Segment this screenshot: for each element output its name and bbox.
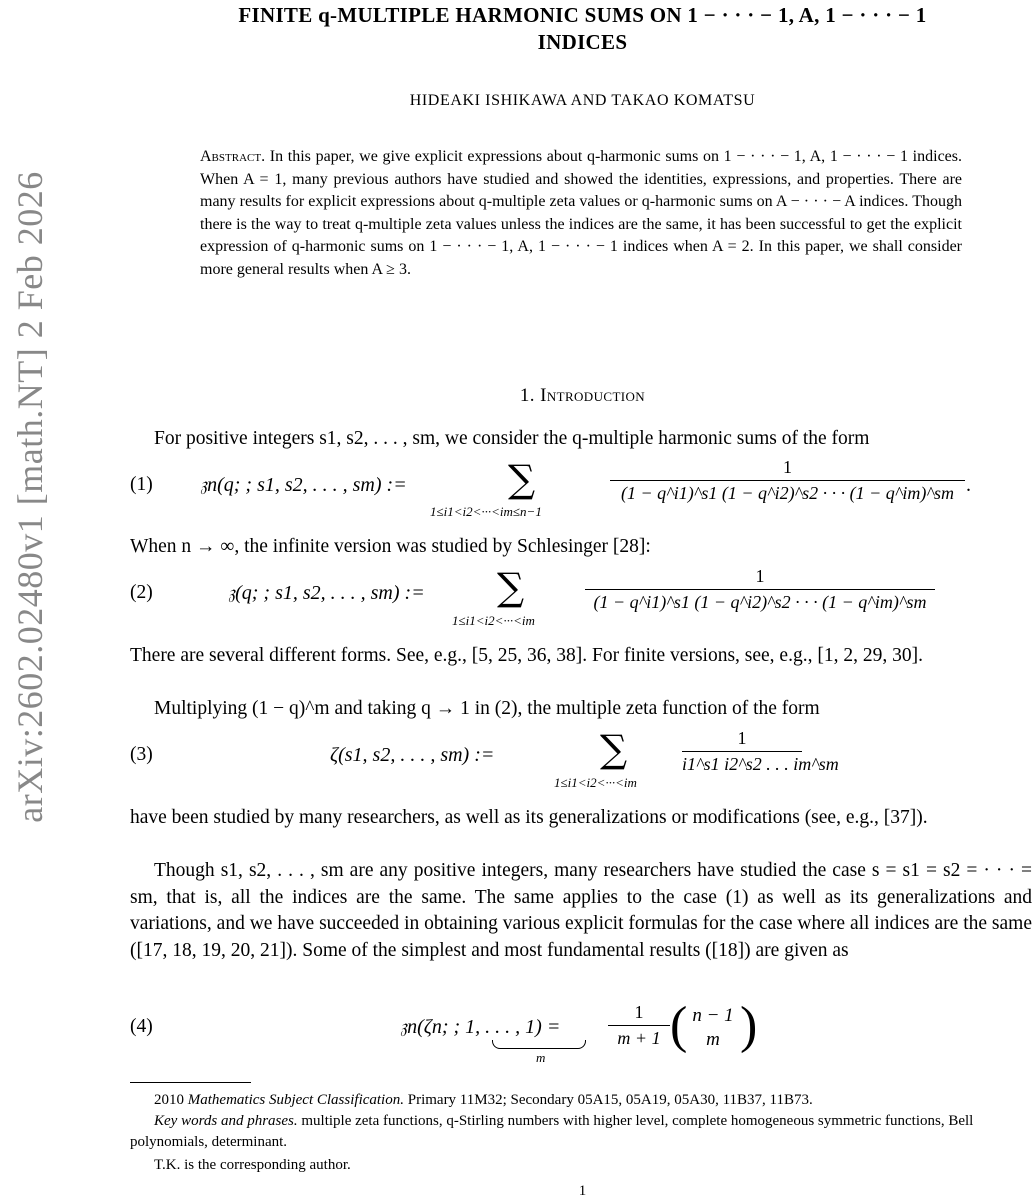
- footnote-author: T.K. is the corresponding author.: [154, 1157, 351, 1173]
- footnote-keywords: Key words and phrases. multiple zeta functions, q-Stirling numbers with higher level, complete homogeneous symmetric functions, Bell polynomials, determinant.: [130, 1113, 974, 1150]
- title-line-2: INDICES: [537, 30, 628, 54]
- footnote-rule: [130, 1082, 251, 1083]
- equation-lhs: 𝔷n(ζn; ; 1, . . . , 1) =: [400, 1016, 561, 1038]
- page-number: 1: [578, 1183, 587, 1199]
- sum-range: 1≤i1<i2<···<im: [554, 775, 637, 790]
- fraction: $\frac{1}{(1 - q\^{}i1)\^{}s1 (1 - q\^{}i2)\^{}s2 \cdot \cdot \cdot (1 - q\^{}im)\^{}sm}$: [585, 566, 935, 613]
- equation-1: (1) 𝔷n(q; ; s1, s2, . . . , sm) := ∑ 1≤i1<i2<···<im≤n−1 $\frac{1}{(1 - q\^{}i1)\^{}s1 (1 - q\^{}i2)\^{}s2 \cdot \cdot \cdot (1 - q\^{}im)\^{}sm}$ .: [130, 457, 971, 519]
- sum-sign: ∑: [600, 727, 628, 771]
- section-heading: 1. Introduction: [519, 385, 646, 406]
- paragraph-5: have been studied by many researchers, as well as its generalizations or modifications (see, e.g., [37]).: [130, 807, 928, 828]
- sum-range: 1≤i1<i2<···<im≤n−1: [430, 504, 542, 519]
- underbrace-label: m: [536, 1050, 546, 1065]
- abstract-text: In this paper, we give explicit expressions about q-harmonic sums on 1 − · · · − 1, A, 1 − · · · − 1 indices. When A = 1, many previous authors have studied and showed the identities, expressions, and properties. There are many results for explicit expressions about q-multiple zeta values or q-harmonic sums on A − · · · − A indices. Though there is the way to treat q-multiple zeta values unless the indices are the same, it has been successful to get the explicit expression of q-harmonic sums on 1 − · · · − 1, A, 1 − · · · − 1 indices when A = 2. In this paper, we shall consider more general results when A ≥ 3.: [200, 148, 962, 278]
- authors: HIDEAKI ISHIKAWA AND TAKAO KOMATSU: [409, 92, 756, 109]
- binomial: n − 1 m: [692, 1005, 734, 1050]
- title-line-1: FINITE q-MULTIPLE HARMONIC SUMS ON 1 − · · · − 1, A, 1 − · · · − 1: [238, 3, 927, 27]
- paragraph-1: For positive integers s1, s2, . . . , sm, we consider the q-multiple harmonic sums of the form: [154, 428, 870, 449]
- underbrace: [492, 1040, 586, 1049]
- sum-sign: ∑: [497, 565, 525, 609]
- paragraph-2: When n → ∞, the infinite version was studied by Schlesinger [28]:: [130, 536, 651, 557]
- abstract: [200, 146, 962, 281]
- equation-3: [130, 727, 1035, 790]
- paper-title: [130, 2, 1035, 56]
- abstract-label: Abstract.: [200, 148, 266, 165]
- equation-number: (4): [130, 1016, 153, 1037]
- sum-sign: ∑: [508, 457, 536, 501]
- equation-number: (3): [130, 744, 153, 765]
- equation-4: (4) 𝔷n(ζn; ; 1, . . . , 1) = m $\frac{1}{m + 1}$ ( n − 1 m ): [130, 997, 758, 1065]
- equation-lhs: 𝔷(q; ; s1, s2, . . . , sm) :=: [228, 582, 425, 604]
- paragraph-6: Though s1, s2, . . . , sm are any positive integers, many researchers have studied the case s = s1 = s2 = · · · = sm, that is, all the indices are the same. The same applies to the case (1) as well as its generalizations and variations, and we have succeeded in obtaining various explicit formulas for the case where all indices are the same ([17, 18, 19, 20, 21]). Some of the simplest and most fundamental results ([18]) are given as: [130, 860, 1032, 961]
- fraction: $\frac{1}{(1 - q\^{}i1)\^{}s1 (1 - q\^{}i2)\^{}s2 \cdot \cdot \cdot (1 - q\^{}im)\^{}sm}$: [610, 457, 965, 504]
- equation-lhs: ζ(s1, s2, . . . , sm) :=: [330, 744, 495, 766]
- footnote-classification: 2010 Mathematics Subject Classification. Primary 11M32; Secondary 05A15, 05A19, 05A30, 11B37, 11B73.: [154, 1092, 813, 1108]
- equation-2: [130, 566, 1035, 626]
- equation-number: (1): [130, 474, 153, 495]
- fraction: $\frac{1}{m + 1}$: [608, 1002, 670, 1049]
- paragraph-4: Multiplying (1 − q)^m and taking q → 1 in (2), the multiple zeta function of the form: [154, 698, 820, 719]
- paragraph-3: There are several different forms. See, e.g., [5, 25, 36, 38]. For finite versions, see, e.g., [1, 2, 29, 30].: [130, 645, 923, 666]
- equation-lhs: 𝔷n(q; ; s1, s2, . . . , sm) :=: [200, 474, 407, 496]
- sum-range: 1≤i1<i2<···<im: [452, 613, 535, 628]
- fraction: $\frac{1}{i1\^{}s1 i2\^{}s2 . . . im\^{}sm}$: [682, 728, 839, 774]
- equation-number: (2): [130, 582, 153, 603]
- arxiv-stamp: arXiv:2602.02480v1 [math.NT] 2 Feb 2026: [10, 171, 50, 823]
